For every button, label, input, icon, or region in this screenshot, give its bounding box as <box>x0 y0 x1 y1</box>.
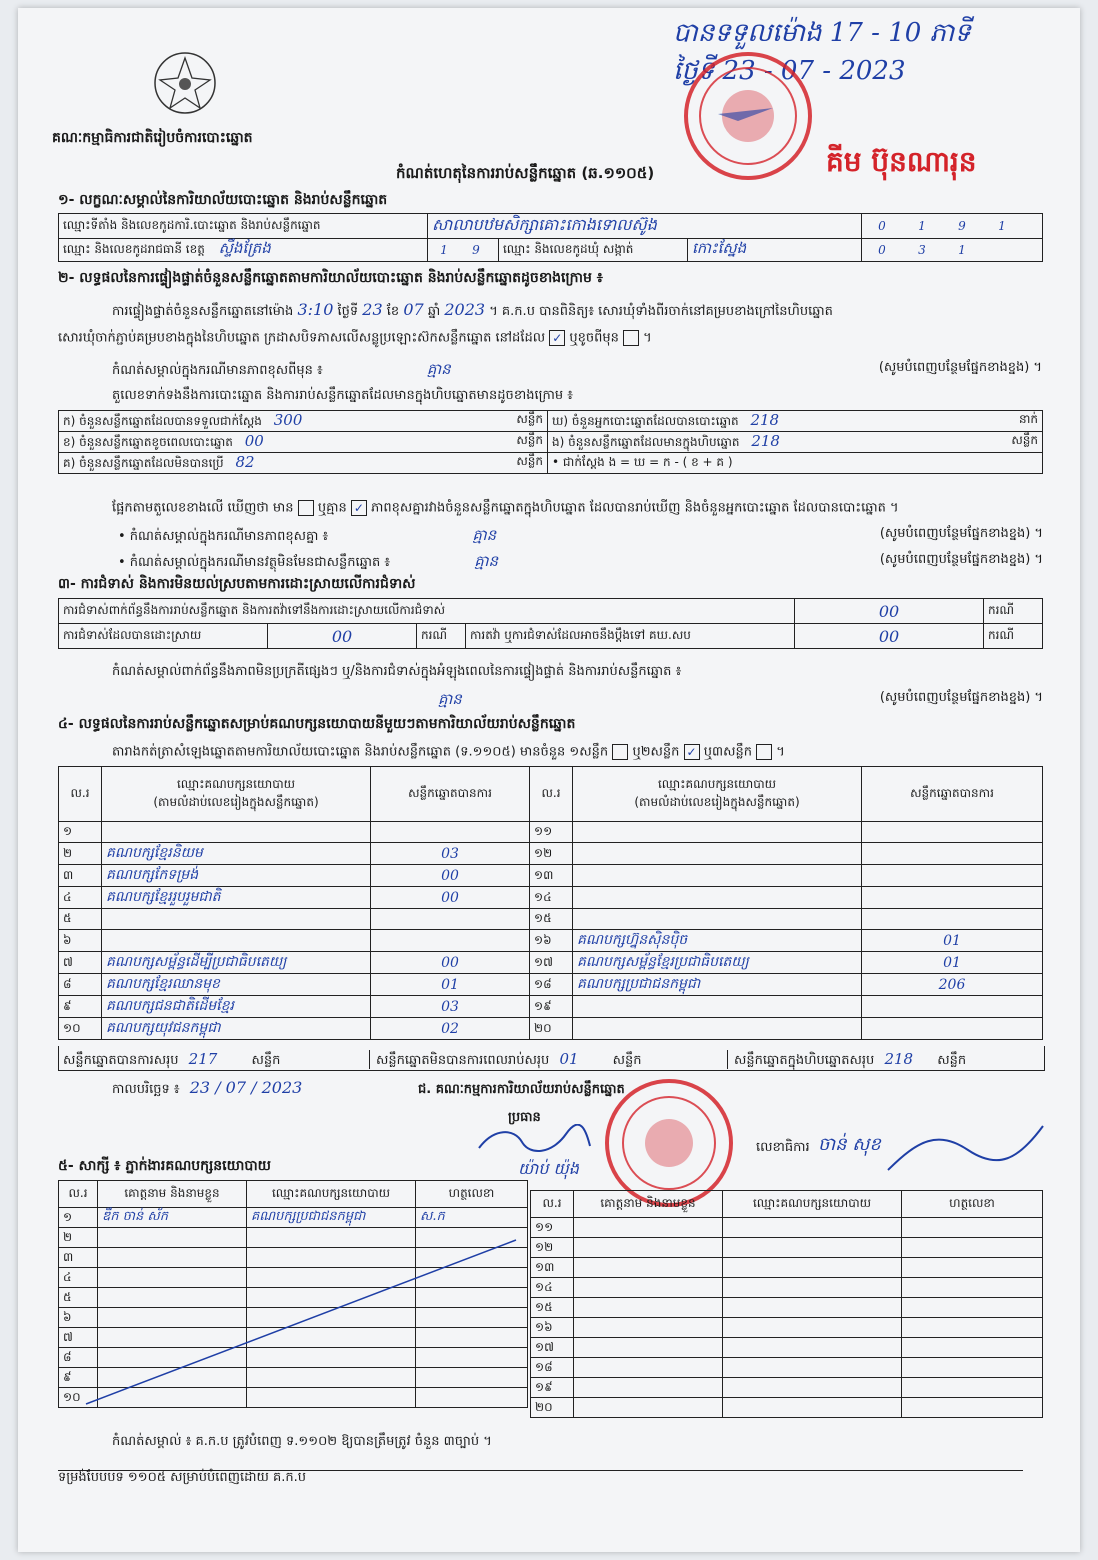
chair-label: ប្រធាន <box>508 1110 541 1125</box>
date-label: កាលបរិច្ឆេទ ៖ <box>112 1082 180 1097</box>
witness-no-left: ៨ <box>63 1349 72 1364</box>
result-votes-right: 206 <box>938 976 966 993</box>
unchanged-checkbox[interactable]: ✓ <box>549 330 565 346</box>
result-party-left: គណបក្សខ្មែររួបរួមជាតិ <box>106 889 221 905</box>
result-no-right: ១៩ <box>534 998 552 1013</box>
results-col-no-right: ល.រ <box>530 767 573 822</box>
witness-no-right: ១៥ <box>535 1299 553 1314</box>
witness-no-right: ១៧ <box>535 1339 554 1354</box>
results-col-party-right: ឈ្មោះគណបក្សនយោបាយ <box>657 777 777 791</box>
results-col-party-left: ឈ្មោះគណបក្សនយោបាយ <box>176 777 296 791</box>
received-date: ថ្ងៃទី 23 - 07 - 2023 <box>673 56 906 86</box>
objection-row2-unit: ករណី <box>417 624 466 649</box>
foreign-note-value: គ្មាន <box>474 552 499 570</box>
section4-title: ៤- លទ្ធផលនៃការរាប់សន្លឹកឆ្នោតសម្រាប់គណបក្សនយោបាយនីមួយៗតាមការិយាល័យរាប់សន្លឹកឆ្នោត <box>58 716 576 732</box>
witness-table-right <box>530 1190 1043 1418</box>
witness-row <box>531 1218 1043 1238</box>
total-box-label: សន្លឹកឆ្នោតក្នុងហិបឆ្នោតសរុប <box>734 1053 875 1068</box>
witness-row <box>531 1238 1043 1258</box>
witness-no-right: ១៨ <box>535 1359 553 1374</box>
objection-row2-value: 00 <box>331 626 353 646</box>
form-code: ទម្រង់បែបបទ ១១០៥ សម្រាប់បំពេញដោយ គ.ក.ប <box>58 1470 307 1485</box>
station-value: សាលាបឋមសិក្សាគោះកោងទោលស៊ូង <box>432 215 657 234</box>
witness-no-left: ១០ <box>63 1389 81 1404</box>
counts-intro: តួលេខទាក់ទងនឹងការបោះឆ្នោត និងការរាប់សន្លឹកឆ្នោតដែលមានក្នុងហិបឆ្នោតមានដូចខាងក្រោម ៖ <box>112 388 573 403</box>
secretary-name: ចាន់ សុខ <box>818 1134 881 1155</box>
witness-name-left: ឌឹក ចាន់ ស័ក <box>102 1209 169 1224</box>
row-b-value: 00 <box>244 432 264 450</box>
row-a-value: 300 <box>273 411 303 429</box>
result-party-left: គណបក្សយុវជនកម្ពុជា <box>106 1020 221 1036</box>
witness-row <box>531 1338 1043 1358</box>
result-no-right: ១៤ <box>534 889 552 904</box>
commune-code-1: 0 <box>878 243 886 257</box>
result-votes-right: 01 <box>943 954 961 971</box>
foreign-fill-back: (សូមបំពេញបន្ថែមផ្នែកខាងខ្នង) ។ <box>879 552 1043 567</box>
check-line-2: សោរឃុំចាក់ភ្ជាប់គម្របខាងក្នុងនៃហិបឆ្នោត ក្រដាសបិទភាសលើសន្លូប្រឡោះស៊កសន្លឹកឆ្នោត នៅដដែល ✓ ឬខូចពីមុន ។ <box>58 330 652 346</box>
result-no-left: ៩ <box>63 998 72 1013</box>
result-no-left: ៥ <box>63 911 72 925</box>
result-no-left: ៣ <box>63 867 74 882</box>
form-title: កំណត់ហេតុនៃការរាប់សន្លឹកឆ្នោត (ឆ.១១០៥) <box>396 164 655 182</box>
objection-row1-unit: ករណី <box>984 599 1043 624</box>
witness-no-right: ១១ <box>535 1219 554 1234</box>
result-no-right: ១៨ <box>534 976 552 991</box>
result-no-left: ៧ <box>63 954 73 969</box>
foreign-note-label: • កំណត់សម្គាល់ក្នុងករណីមានវត្ថុមិនមែនជាសន្លឹកឆ្នោត ៖ <box>118 555 391 570</box>
irregularity-note-value: គ្មាន <box>438 690 462 708</box>
commune-code-2: 3 <box>918 243 926 257</box>
witness-no-right: ២០ <box>535 1399 553 1414</box>
footer-note: កំណត់សម្គាល់ ៖ គ.ក.ប ត្រូវបំពេញ ទ.១១០២ ឱ្យបានត្រឹមត្រូវ ចំនួន ៣ច្បាប់ ។ <box>112 1434 492 1449</box>
month-value: 07 <box>403 300 424 319</box>
check-time: 3:10 <box>297 300 334 319</box>
row-c-label: គ) ចំនួនសន្លឹកឆ្នោតដែលមិនបានប្រើ <box>63 456 224 470</box>
section1-table <box>58 213 1043 262</box>
result-votes-left: 00 <box>441 954 459 971</box>
witness-col-sign-right: ហត្ថលេខា <box>902 1191 1043 1218</box>
results-row <box>59 996 1043 1018</box>
province-label: ឈ្មោះ និងលេខកូដរាជធានី ខេត្ត <box>63 242 205 256</box>
result-votes-left: 00 <box>441 889 459 906</box>
witness-row <box>531 1358 1043 1378</box>
three-sheet-checkbox[interactable] <box>756 744 772 760</box>
objection-row3-value: 00 <box>878 626 900 646</box>
witness-row <box>531 1318 1043 1338</box>
results-row <box>59 843 1043 865</box>
result-no-right: ១៧ <box>534 954 553 969</box>
result-votes-left: 03 <box>441 845 459 862</box>
paper-sheet <box>18 8 1080 1552</box>
objection-row1-value: 00 <box>878 601 900 621</box>
witness-no-left: ៥ <box>63 1289 72 1304</box>
result-party-left: គណបក្សកែទម្រង់ <box>106 867 199 883</box>
three-sheet-label: ឬ៣សន្លឹក <box>703 744 752 760</box>
irregularity-note-label: កំណត់សម្គាល់ពាក់ព័ន្ធនឹងភាពមិនប្រក្រតីផ្សេងៗ ឬ/និងការជំទាស់ក្នុងអំឡុងពេលនៃការផ្ទៀងផ្ទាត់ និងការរាប់សន្លឹកឆ្នោត ៖ <box>112 664 682 679</box>
witness-row <box>531 1398 1043 1418</box>
result-no-left: ៤ <box>63 889 72 904</box>
result-no-left: ១០ <box>63 1020 81 1035</box>
day-label: ថ្ងៃទី <box>337 304 359 319</box>
result-party-right: គណបក្សប្រជាជនកម្ពុជា <box>577 976 701 992</box>
results-col-no-left: ល.រ <box>59 767 102 822</box>
witness-no-right: ១៩ <box>535 1379 553 1394</box>
row-d-unit: នាក់ <box>1018 412 1038 426</box>
witness-no-left: ២ <box>63 1229 73 1244</box>
row-d-value: 218 <box>750 411 780 429</box>
province-value: ស្ទឹងត្រែង <box>218 239 271 257</box>
diff-note-line <box>118 526 1043 545</box>
one-sheet-checkbox[interactable] <box>612 744 628 760</box>
results-col-party-sub-left: (តាមលំដាប់លេខរៀងក្នុងសន្លឹកឆ្នោត) <box>153 795 319 809</box>
result-no-right: ១១ <box>534 824 553 838</box>
total-box-value: 218 <box>884 1050 914 1068</box>
diff-fill-back: (សូមបំពេញបន្ថែមផ្នែកខាងខ្នង) ។ <box>879 526 1043 541</box>
witness-col-name-left: គោត្តនាម និងនាមខ្លួន <box>98 1181 247 1208</box>
row-c-value: 82 <box>235 453 255 471</box>
secretary-label: លេខាធិការ <box>756 1140 810 1155</box>
formula: • ជាក់ស្តែង ង = ឃ = ក - ( ខ + គ ) <box>548 453 1043 474</box>
result-party-right: គណបក្សហ្វ៊ុនស៊ិនប៉ិច <box>577 932 688 948</box>
total-invalid-value: 01 <box>559 1050 579 1068</box>
result-no-right: ១៣ <box>534 867 554 882</box>
two-sheet-checkbox[interactable]: ✓ <box>684 744 700 760</box>
results-row <box>59 865 1043 887</box>
witness-col-no-left: ល.រ <box>59 1181 98 1208</box>
chair-name: យ៉ាប់ យ៉ុង <box>518 1159 579 1178</box>
result-party-left: គណបក្សខ្មែរនិយម <box>106 845 203 861</box>
tally-intro-line: តារាងកត់ត្រាសំឡេងឆ្នោតតាមការិយាល័យបោះឆ្នោត និងរាប់សន្លឹកឆ្នោត (ទ.១១០៥) មានចំនួន ១សន្លឹក ឬ២សន្លឹក ✓ ឬ៣សន្លឹក ។ <box>112 744 785 760</box>
chair-signature <box>474 1124 594 1160</box>
result-party-left: គណបក្សជនជាតិដើមខ្មែរ <box>106 998 234 1014</box>
results-row <box>59 822 1043 843</box>
witness-sign-left: ស.ក <box>420 1209 445 1224</box>
station-label: ឈ្មោះទីតាំង និងលេខកូដការិ.បោះឆ្នោត និងរាប់សន្លឹកឆ្នោត <box>59 214 428 239</box>
station-code-2: 1 <box>918 219 926 233</box>
result-no-right: ២០ <box>534 1020 552 1035</box>
witness-no-left: ៦ <box>63 1309 72 1324</box>
date-line <box>112 1078 302 1098</box>
witness-col-party-left: ឈ្មោះគណបក្សនយោបាយ <box>247 1181 416 1208</box>
results-col-votes-right: សន្លឹកឆ្នោតបានការ <box>862 767 1043 822</box>
witness-party-left: គណបក្សប្រជាជនកម្ពុជា <box>251 1209 366 1224</box>
check-line-1 <box>112 300 833 320</box>
no-diff-checkbox[interactable]: ✓ <box>351 500 367 516</box>
counts-table <box>58 410 1043 474</box>
result-no-left: ១ <box>63 824 73 838</box>
witness-col-no-right: ល.រ <box>531 1191 574 1218</box>
result-party-left: គណបក្សខ្មែរឈានមុខ <box>106 976 220 992</box>
result-no-right: ១២ <box>534 845 553 860</box>
date-value: 23 / 07 / 2023 <box>189 1078 303 1097</box>
result-text-b: ឬគ្មាន <box>317 500 347 516</box>
result-no-left: ៨ <box>63 976 72 991</box>
station-code-1: 0 <box>878 219 886 233</box>
witness-no-left: ៤ <box>63 1269 72 1284</box>
official-stamp-top <box>678 46 818 186</box>
station-code-3: 9 <box>958 219 966 233</box>
results-row <box>59 952 1043 974</box>
witness-no-right: ១៤ <box>535 1279 553 1294</box>
result-no-right: ១៦ <box>534 932 552 947</box>
results-row <box>59 909 1043 930</box>
total-valid-label: សន្លឹកឆ្នោតបានការសរុប <box>63 1053 179 1068</box>
witness-no-right: ១៦ <box>535 1319 553 1334</box>
results-col-party-sub-right: (តាមលំដាប់លេខរៀងក្នុងសន្លឹកឆ្នោត) <box>634 795 800 809</box>
row-e-label: ង) ចំនួនសន្លឹកឆ្នោតដែលមានក្នុងហិបឆ្នោត <box>552 435 740 449</box>
irregularity-note-line <box>58 690 1043 709</box>
result-no-left: ២ <box>63 845 73 860</box>
result-votes-left: 00 <box>441 867 459 884</box>
objection-row1-label: ការជំទាស់ពាក់ព័ន្ធនឹងការរាប់សន្លឹកឆ្នោត និងការតវ៉ាទៅនឹងការដោះស្រាយលើការជំទាស់ <box>59 599 795 624</box>
results-row <box>59 1018 1043 1040</box>
change-note-label: កំណត់សម្គាល់ក្នុងករណីមានភាពខុសពីមុន ៖ <box>112 363 323 378</box>
change-note-line <box>112 360 1042 379</box>
station-code-4: 1 <box>998 219 1006 233</box>
result-no-right: ១៥ <box>534 911 552 925</box>
irregularity-fill-back: (សូមបំពេញបន្ថែមផ្នែកខាងខ្នង) ។ <box>879 690 1043 705</box>
check-text-c: សោរឃុំចាក់ភ្ជាប់គម្របខាងក្នុងនៃហិបឆ្នោត ក្រដាសបិទភាសលើសន្លូប្រឡោះស៊កសន្លឹកឆ្នោត នៅដដែល <box>58 330 546 346</box>
section5-title: ៥- សាក្សី ៖ ភ្នាក់ងារគណបក្សនយោបាយ <box>58 1158 272 1174</box>
official-name: គីម ប៊ុនណារុន <box>826 145 977 178</box>
result-votes-right: 01 <box>943 932 961 949</box>
result-party-right: គណបក្សសម្ព័ន្ធខ្មែរប្រជាធិបតេយ្យ <box>577 954 749 970</box>
change-note-value: គ្មាន <box>426 360 451 378</box>
damaged-checkbox[interactable] <box>623 330 639 346</box>
witness-row <box>531 1298 1043 1318</box>
results-row <box>59 930 1043 952</box>
day-value: 23 <box>362 300 383 319</box>
witness-no-right: ១៣ <box>535 1259 555 1274</box>
commune-code-3: 1 <box>958 243 966 257</box>
result-text-a: ផ្អែកតាមតួលេខខាងលើ ឃើញថា មាន <box>112 500 294 516</box>
objection-row3-unit: ករណី <box>984 624 1043 649</box>
witness-no-left: ១ <box>63 1209 73 1224</box>
row-a-unit: សន្លឹក <box>516 412 543 426</box>
tally-intro: តារាងកត់ត្រាសំឡេងឆ្នោតតាមការិយាល័យបោះឆ្នោត និងរាប់សន្លឹកឆ្នោត (ទ.១១០៥) មានចំនួន ១សន្លឹក <box>112 744 609 760</box>
result-votes-left: 02 <box>441 1020 459 1037</box>
commune-label: ឈ្មោះ និងលេខកូដឃុំ សង្កាត់ <box>499 239 688 262</box>
check-text-b: ។ គ.ក.ប បានពិនិត្យ៖ សោរឃុំទាំងពីរចាក់នៅគម្របខាងក្រៅនៃហិបឆ្នោត <box>489 304 833 319</box>
results-table <box>58 766 1043 1040</box>
witness-no-left: ៩ <box>63 1369 72 1384</box>
row-b-label: ខ) ចំនួនសន្លឹកឆ្នោតខូចពេលបោះឆ្នោត <box>63 435 233 449</box>
commune-value: កោះស្នែង <box>692 239 747 257</box>
row-c-unit: សន្លឹក <box>516 454 543 468</box>
row-d-label: ឃ) ចំនួនអ្នកបោះឆ្នោតដែលបានបោះឆ្នោត <box>552 414 739 428</box>
committee-name: គណៈកម្មាធិការជាតិរៀបចំការបោះឆ្នោត <box>52 130 253 146</box>
results-col-votes-left: សន្លឹកឆ្នោតបានការ <box>371 767 530 822</box>
emblem-icon <box>150 48 220 118</box>
year-value: 2023 <box>444 300 486 319</box>
result-party-left: គណបក្សសម្ព័ន្ធដើម្បីប្រជាធិបតេយ្យ <box>106 954 287 970</box>
witness-row <box>59 1208 528 1228</box>
foreign-note-line <box>118 552 1043 571</box>
received-note: បានទទួលម៉ោង 17 - 10 ភាទី <box>673 18 971 48</box>
witness-row <box>531 1258 1043 1278</box>
result-text-c: ភាពខុសគ្នារវាងចំនួនសន្លឹកឆ្នោតក្នុងហិបឆ្នោត ដែលបានរាប់ឃើញ និងចំនួនអ្នកបោះឆ្នោត ដែលបានបោះឆ្នោត ។ <box>371 500 899 516</box>
province-code-2: 9 <box>472 243 480 257</box>
result-line <box>112 500 899 516</box>
row-b-unit: សន្លឹក <box>516 433 543 447</box>
or-damaged-label: ឬខូចពីមុន <box>569 330 619 346</box>
committee-label: ជ. គណៈកម្មការការិយាល័យរាប់សន្លឹកឆ្នោត <box>418 1082 625 1097</box>
section2-title: ២- លទ្ធផលនៃការផ្ទៀងផ្ទាត់ចំនួនសន្លឹកឆ្នោតតាមការិយាល័យបោះឆ្នោត និងរាប់សន្លឹកឆ្នោតដូចខាងក្រោម ៖ <box>58 270 603 286</box>
results-row <box>59 974 1043 996</box>
objection-row2-label: ការជំទាស់ដែលបានដោះស្រាយ <box>59 624 268 649</box>
year-label: ឆ្នាំ <box>427 304 441 319</box>
row-e-unit: សន្លឹក <box>1011 433 1038 447</box>
objection-table <box>58 598 1043 649</box>
province-code-1: 1 <box>440 243 448 257</box>
witness-col-sign-left: ហត្ថលេខា <box>416 1181 528 1208</box>
witness-no-left: ៧ <box>63 1329 73 1344</box>
month-label: ខែ <box>386 304 400 319</box>
result-votes-left: 03 <box>441 998 459 1015</box>
row-a-label: ក) ចំនួនសន្លឹកឆ្នោតដែលបានទទួលជាក់ស្តែង <box>63 414 262 428</box>
two-sheet-label: ឬ២សន្លឹក <box>632 744 680 760</box>
witness-col-name-right: គោត្តនាម និងនាមខ្លួន <box>574 1191 723 1218</box>
witness-no-left: ៣ <box>63 1249 74 1264</box>
has-diff-checkbox[interactable] <box>298 500 314 516</box>
result-votes-left: 01 <box>441 976 459 993</box>
witness-no-right: ១២ <box>535 1239 554 1254</box>
results-row <box>59 887 1043 909</box>
objection-row3-label: ការតវ៉ា ឬការជំទាស់ដែលអាចនឹងប្តឹងទៅ គឃ.សប <box>466 624 795 649</box>
secretary-signature <box>878 1120 1048 1184</box>
diff-note-value: គ្មាន <box>472 526 497 544</box>
witness-row <box>531 1378 1043 1398</box>
witness-row <box>531 1278 1043 1298</box>
total-valid-value: 217 <box>188 1050 218 1068</box>
total-box-unit: សន្លឹក <box>937 1053 967 1068</box>
cancel-diagonal-line <box>82 1236 522 1408</box>
section3-title: ៣- ការជំទាស់ និងការមិនយល់ស្របតាមការដោះស្រាយលើការជំទាស់ <box>58 576 416 592</box>
section1-title: ១- លក្ខណៈសម្គាល់នៃការិយាល័យបោះឆ្នោត និងរាប់សន្លឹកឆ្នោត <box>58 192 388 208</box>
row-e-value: 218 <box>751 432 780 450</box>
fill-back-note: (សូមបំពេញបន្ថែមផ្នែកខាងខ្នង) ។ <box>878 360 1042 375</box>
totals-line <box>58 1046 1045 1071</box>
total-invalid-label: សន្លឹកឆ្នោតមិនបានការពេលរាប់សរុប <box>376 1053 550 1068</box>
total-invalid-unit: សន្លឹក <box>612 1053 642 1068</box>
result-no-left: ៦ <box>63 932 72 947</box>
diff-note-label: • កំណត់សម្គាល់ក្នុងករណីមានភាពខុសគ្នា ៖ <box>118 529 329 544</box>
witness-col-party-right: ឈ្មោះគណបក្សនយោបាយ <box>723 1191 902 1218</box>
total-valid-unit: សន្លឹក <box>251 1053 281 1068</box>
check-text-a: ការផ្ទៀងផ្ទាត់ចំនួនសន្លឹកឆ្នោតនៅម៉ោង <box>112 304 294 319</box>
